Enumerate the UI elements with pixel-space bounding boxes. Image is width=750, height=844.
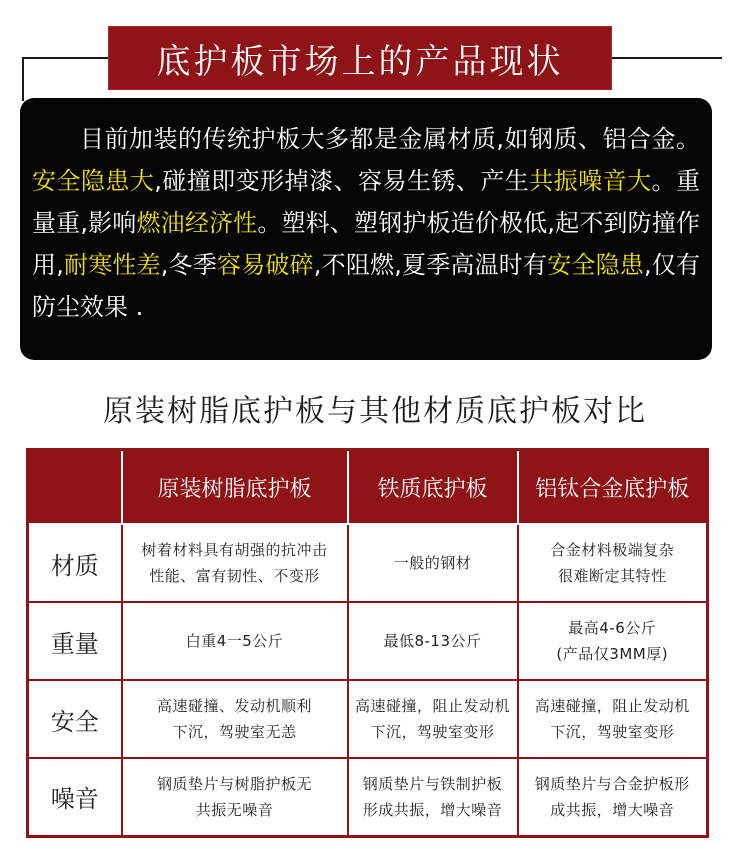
intro-text-segment: ,碰撞即变形掉漆、容易生锈、产生 xyxy=(154,167,530,195)
cell-text: 下沉，驾驶室变形 xyxy=(370,723,495,741)
intro-text-segment: ,仅有防尘效果 . xyxy=(32,251,700,321)
table-cell xyxy=(348,758,518,836)
intro-text-segment: ,冬季 xyxy=(160,251,218,279)
cell-text: 白重4一5公斤 xyxy=(185,632,284,650)
page-title: 底护板市场上的产品现状 xyxy=(108,26,612,90)
table-row xyxy=(28,758,708,836)
table-cell xyxy=(122,602,348,680)
intro-highlight: 安全隐患 xyxy=(547,251,644,279)
cell-text: 下沉，驾驶室变形 xyxy=(550,723,675,741)
title-rule-right xyxy=(612,57,722,59)
table-cell xyxy=(348,602,518,680)
intro-highlight: 安全隐患大 xyxy=(32,167,155,195)
row-label: 安全 xyxy=(28,680,122,758)
table-row xyxy=(28,680,708,758)
row-label: 材质 xyxy=(28,524,122,602)
cell-text: 成共振，增大噪音 xyxy=(550,800,675,819)
cell-text: 钢质垫片与合金护板形 xyxy=(534,774,690,793)
intro-box xyxy=(20,98,712,360)
intro-highlight: 耐寒性差 xyxy=(63,251,161,279)
cell-text: 合金材料极端复杂 xyxy=(550,541,675,559)
cell-text: 性能、富有韧性、不变形 xyxy=(149,567,320,585)
cell-text: 最高4-6公斤 xyxy=(568,619,657,637)
header-iron: 铁质底护板 xyxy=(348,450,518,525)
cell-text: 高速碰撞、发动机顺利 xyxy=(156,697,312,715)
cell-text: 树着材料具有胡强的抗冲击 xyxy=(141,541,328,559)
intro-paragraph xyxy=(32,118,700,328)
table-cell xyxy=(518,602,708,680)
table-cell xyxy=(122,758,348,836)
table-cell xyxy=(122,680,348,758)
intro-text-segment: 。塑料、塑钢护板造价极低,起不到防撞作用, xyxy=(32,209,700,279)
header-alloy: 铝钛合金底护板 xyxy=(518,450,708,525)
cell-text: 共振无噪音 xyxy=(195,800,274,819)
cell-text: (产品仅3MM厚) xyxy=(556,645,669,663)
row-label: 重量 xyxy=(28,602,122,680)
table-header-row xyxy=(28,450,708,525)
table-row xyxy=(28,602,708,680)
table-cell xyxy=(122,524,348,602)
cell-text: 一般的钢材 xyxy=(393,554,472,572)
cell-text: 形成共振，增大噪音 xyxy=(362,800,503,819)
table-cell xyxy=(518,524,708,602)
header-resin: 原装树脂底护板 xyxy=(122,450,348,525)
comparison-table xyxy=(26,448,709,838)
cell-text: 高速碰撞，阻止发动机 xyxy=(534,697,690,715)
intro-text-segment: 目前加装的传统护板大多都是金属材质,如钢质、铝合金。 xyxy=(80,125,700,153)
cell-text: 钢质垫片与铁制护板 xyxy=(362,774,503,793)
cell-text: 很难断定其特性 xyxy=(557,567,667,585)
cell-text: 下沉，驾驶室无恙 xyxy=(172,723,297,741)
intro-text-segment: ,不阻燃,夏季高温时有 xyxy=(313,251,548,279)
table-row xyxy=(28,524,708,602)
intro-highlight: 容易破碎 xyxy=(217,251,314,279)
table-cell xyxy=(518,758,708,836)
cell-text: 钢质垫片与树脂护板无 xyxy=(156,774,312,793)
comparison-subtitle: 原装树脂底护板与其他材质底护板对比 xyxy=(103,394,647,429)
intro-highlight: 共振噪音大 xyxy=(529,167,652,195)
table-cell xyxy=(348,524,518,602)
table-cell xyxy=(348,680,518,758)
title-rule-left xyxy=(22,57,108,59)
table-cell xyxy=(518,680,708,758)
intro-text-segment: 。重量重,影响 xyxy=(32,167,701,237)
intro-highlight: 燃油经济性 xyxy=(136,209,258,237)
title-rule-drop xyxy=(22,57,24,101)
header-blank xyxy=(28,450,122,525)
row-label: 噪音 xyxy=(28,758,122,836)
cell-text: 高速碰撞，阻止发动机 xyxy=(354,697,510,715)
cell-text: 最低8-13公斤 xyxy=(383,632,482,650)
